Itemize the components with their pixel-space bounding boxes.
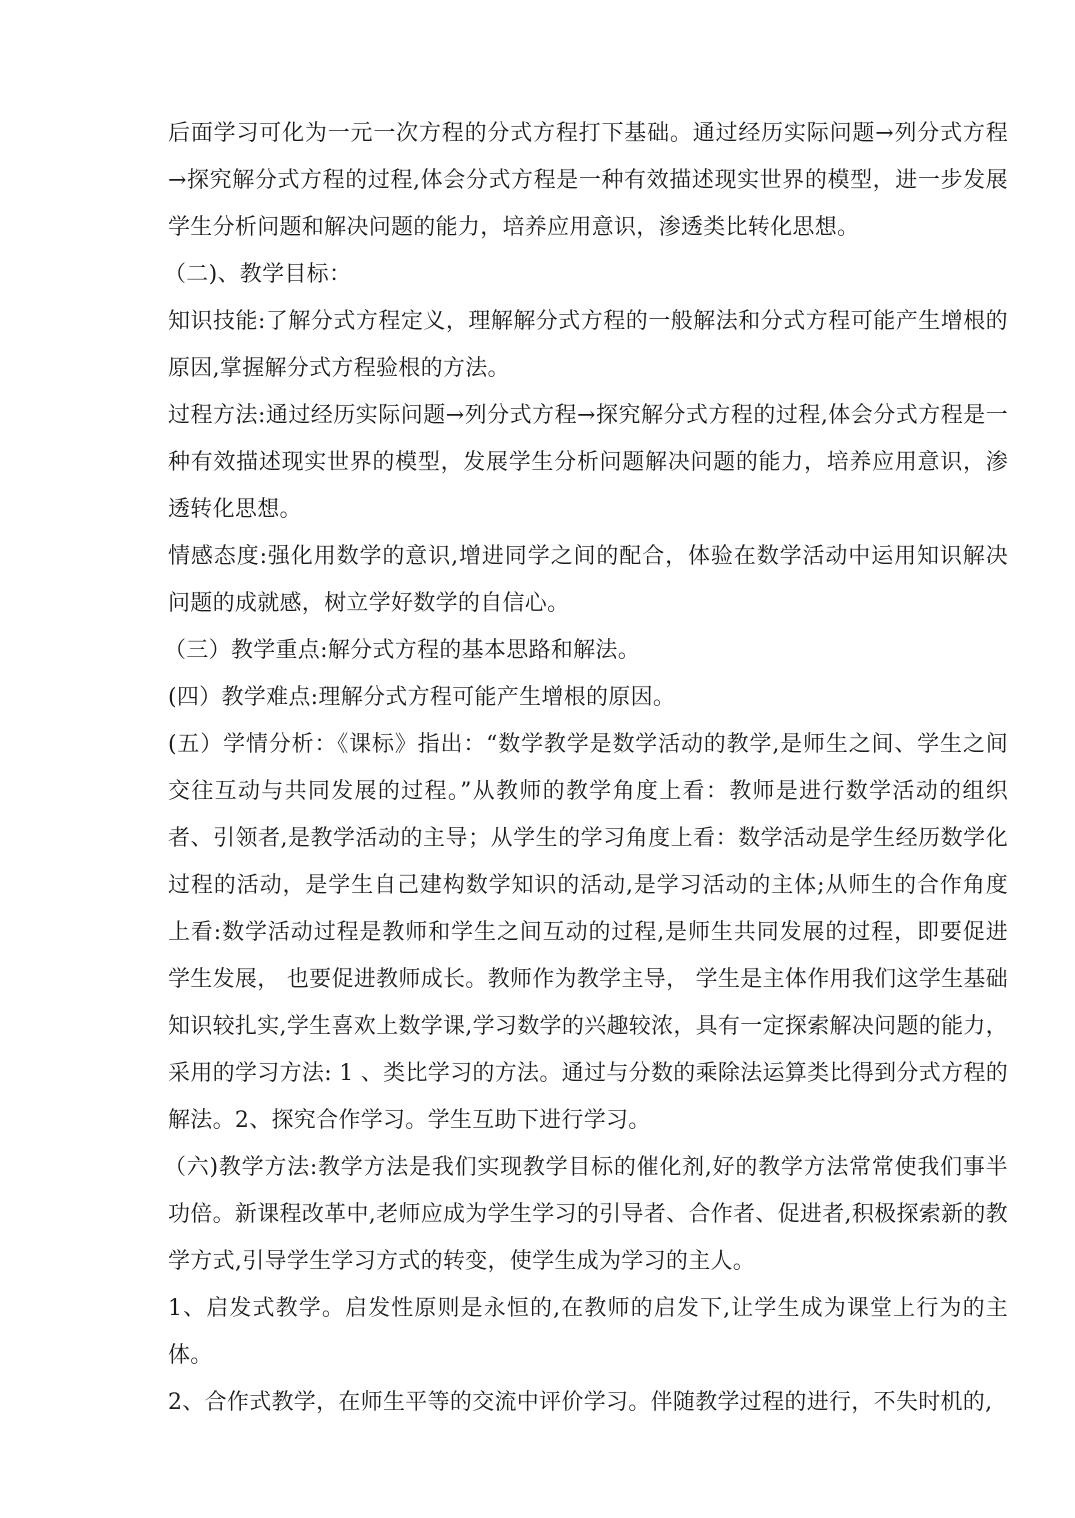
paragraph-teaching-methods: （六)教学方法:教学方法是我们实现教学目标的催化剂,好的教学方法常常使我们事半功倍。新课程改革中,老师应成为学生学习的引导者、合作者、促进者,积极探索新的教学方式,引导学生学习方式的转变，使学生成为学习的主人。 (164, 1155, 1008, 1274)
list-item-cooperative-teaching: 2、合作式教学，在师生平等的交流中评价学习。伴随教学过程的进行，不失时机的, (168, 1390, 993, 1415)
paragraph-process-methods: 过程方法:通过经历实际问题→列分式方程→探究解分式方程的过程,体会分式方程是一种有效描述现实世界的模型，发展学生分析问题解决问题的能力，培养应用意识，渗透转化思想。 (168, 403, 1008, 522)
document-body (164, 110, 1008, 1426)
paragraph-learning-analysis: (五）学情分析：《课标》指出：“数学教学是数学活动的教学,是师生之间、学生之间交往互动与共同发展的过程。”从教师的教学角度上看：教师是进行数学活动的组织者、引领者,是教学活动的主导；从学生的学习角度上看：数学活动是学生经历数学化过程的活动，是学生自己建构数学知识的活动,是学习活动的主体;从师生的合作角度上看:数学活动过程是教师和学生之间互动的过程,是师生共同发展的过程，即要促进学生发展， 也要促进教师成长。教师作为教学主导， 学生是主体作用我们这学生基础知识较扎实,学生喜欢上数学课,学习数学的兴趣较浓，具有一定探索解决问题的能力，采用的学习方法: 1 、类比学习的方法。通过与分数的乘除法运算类比得到分式方程的解法。2、探究合作学习。学生互助下进行学习。 (168, 732, 1008, 1133)
paragraph-intro-continuation: 后面学习可化为一元一次方程的分式方程打下基础。通过经历实际问题→列分式方程→探究解分式方程的过程,体会分式方程是一种有效描述现实世界的模型，进一步发展学生分析问题和解决问题的能力，培养应用意识，渗透类比转化思想。 (168, 121, 1008, 240)
list-item-heuristic-teaching: 1、启发式教学。启发性原则是永恒的,在教师的启发下,让学生成为课堂上行为的主体。 (168, 1296, 1008, 1368)
paragraph-emotional-attitude: 情感态度:强化用数学的意识,增进同学之间的配合，体验在数学活动中运用知识解决问题的成就感，树立学好数学的自信心。 (168, 544, 1008, 616)
paragraph-knowledge-skills: 知识技能:了解分式方程定义，理解解分式方程的一般解法和分式方程可能产生增根的原因,掌握解分式方程验根的方法。 (168, 309, 1008, 381)
heading-teaching-objectives: （二)、教学目标： (164, 262, 352, 287)
heading-teaching-difficulties: (四）教学难点:理解分式方程可能产生增根的原因。 (168, 685, 676, 710)
heading-teaching-key-points: （三）教学重点:解分式方程的基本思路和解法。 (164, 638, 641, 663)
